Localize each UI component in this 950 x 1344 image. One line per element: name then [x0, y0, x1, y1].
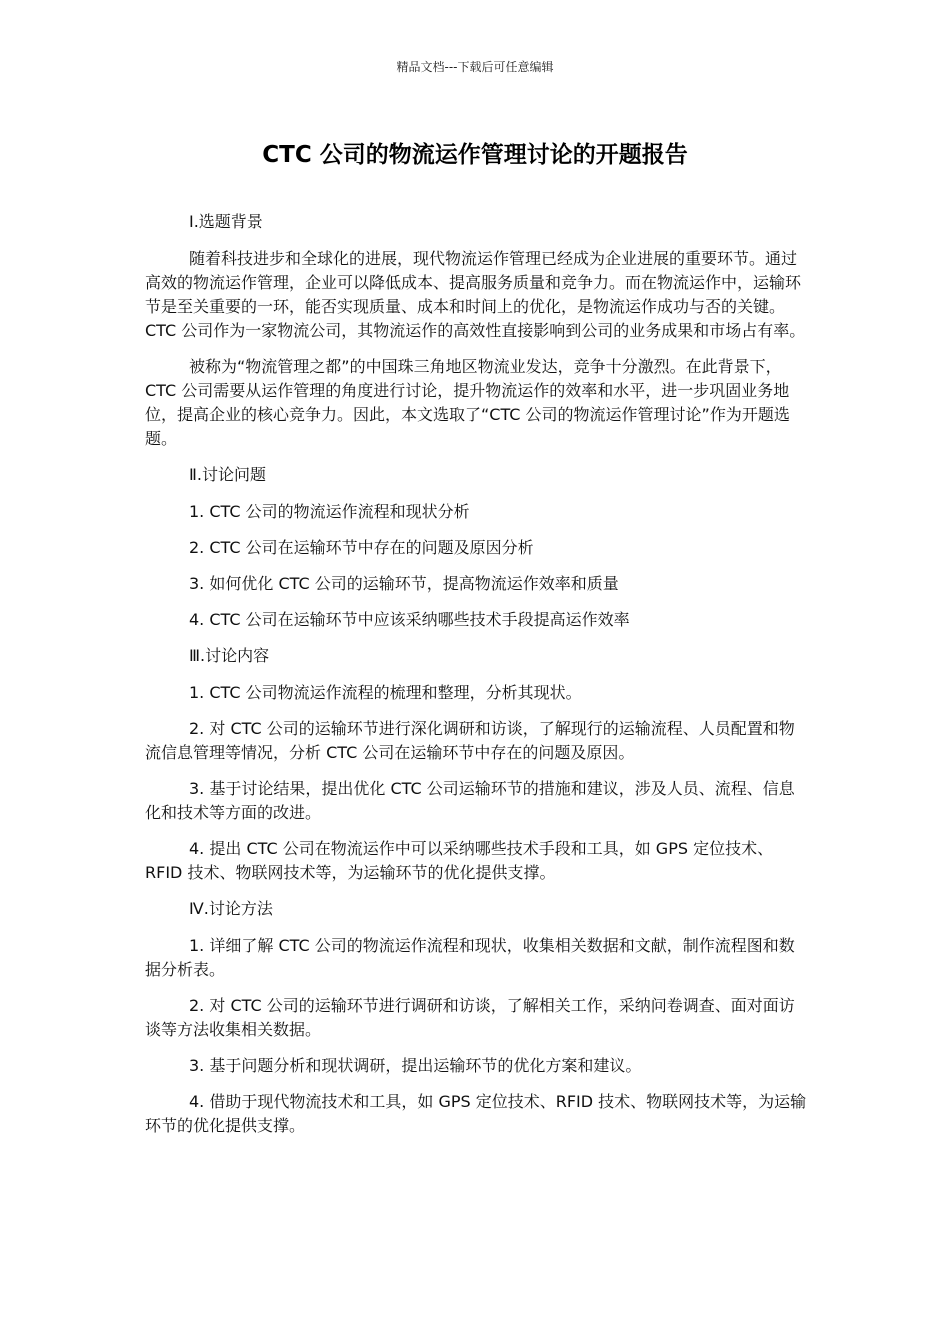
- list-item: 4. CTC 公司在运输环节中应该采纳哪些技术手段提高运作效率: [189, 610, 630, 629]
- list-item: 4. 提出 CTC 公司在物流运作中可以采纳哪些技术手段和工具，如 GPS 定位技术、RFID 技术、物联网技术等，为运输环节的优化提供支撑。: [145, 839, 774, 882]
- section-heading-background: Ⅰ.选题背景: [189, 212, 263, 231]
- section-heading-content: Ⅲ.讨论内容: [189, 646, 270, 665]
- section-heading-methods: Ⅳ.讨论方法: [189, 899, 273, 918]
- list-item: 3. 基于讨论结果，提出优化 CTC 公司运输环节的措施和建议，涉及人员、流程、信息化和技术等方面的改进。: [145, 779, 795, 822]
- list-item: 3. 基于问题分析和现状调研，提出运输环节的优化方案和建议。: [189, 1056, 642, 1075]
- page-header-note: 精品文档---下载后可任意编辑: [396, 60, 554, 74]
- document-body: [145, 210, 810, 1150]
- list-item: 1. CTC 公司的物流运作流程和现状分析: [189, 502, 470, 521]
- document-title: CTC 公司的物流运作管理讨论的开题报告: [262, 142, 688, 168]
- paragraph: 随着科技进步和全球化的进展，现代物流运作管理已经成为企业进展的重要环节。通过高效的物流运作管理，企业可以降低成本、提高服务质量和竞争力。而在物流运作中，运输环节是至关重要的一环，能否实现质量、成本和时间上的优化，是物流运作成功与否的关键。CTC 公司作为一家物流公司，其物流运作的高效性直接影响到公司的业务成果和市场占有率。: [145, 249, 806, 340]
- list-item: 4. 借助于现代物流技术和工具，如 GPS 定位技术、RFID 技术、物联网技术等，为运输环节的优化提供支撑。: [145, 1092, 807, 1135]
- list-item: 2. CTC 公司在运输环节中存在的问题及原因分析: [189, 538, 534, 557]
- list-item: 2. 对 CTC 公司的运输环节进行调研和访谈，了解相关工作，采纳问卷调查、面对面访谈等方法收集相关数据。: [145, 996, 795, 1039]
- paragraph: 被称为“物流管理之都”的中国珠三角地区物流业发达，竞争十分激烈。在此背景下，CTC 公司需要从运作管理的角度进行讨论，提升物流运作的效率和水平，进一步巩固业务地位，提高企业的核心竞争力。因此，本文选取了“CTC 公司的物流运作管理讨论”作为开题选题。: [145, 357, 790, 448]
- list-item: 1. 详细了解 CTC 公司的物流运作流程和现状，收集相关数据和文献，制作流程图和数据分析表。: [145, 936, 795, 979]
- list-item: 2. 对 CTC 公司的运输环节进行深化调研和访谈，了解现行的运输流程、人员配置和物流信息管理等情况，分析 CTC 公司在运输环节中存在的问题及原因。: [145, 719, 795, 762]
- list-item: 1. CTC 公司物流运作流程的梳理和整理，分析其现状。: [189, 683, 582, 702]
- list-item: 3. 如何优化 CTC 公司的运输环节，提高物流运作效率和质量: [189, 574, 619, 593]
- section-heading-questions: Ⅱ.讨论问题: [189, 465, 266, 484]
